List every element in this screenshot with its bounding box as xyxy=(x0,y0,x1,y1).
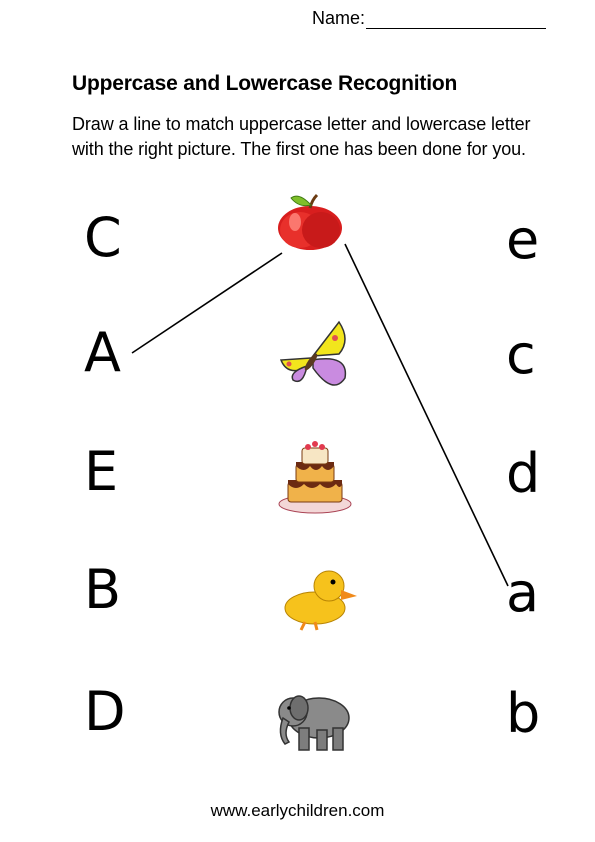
uppercase-letter-e[interactable]: E xyxy=(84,440,119,503)
lowercase-letter-e[interactable]: e xyxy=(506,208,540,271)
name-label: Name: xyxy=(312,8,366,28)
instruction-line: with the right picture. The first one has been done for you. xyxy=(72,139,526,159)
match-line-apple-to-a xyxy=(345,244,508,586)
match-line-a-to-apple xyxy=(132,253,282,353)
lowercase-letter-c[interactable]: c xyxy=(506,323,536,386)
uppercase-letter-b[interactable]: B xyxy=(84,558,122,621)
uppercase-letter-a[interactable]: A xyxy=(84,321,121,384)
lowercase-letter-b[interactable]: b xyxy=(506,682,541,745)
worksheet-title: Uppercase and Lowercase Recognition xyxy=(72,72,458,95)
website-footer: www.earlychildren.com xyxy=(210,801,385,820)
lowercase-letter-a[interactable]: a xyxy=(506,561,540,624)
uppercase-letter-c[interactable]: C xyxy=(84,206,122,269)
uppercase-letter-d[interactable]: D xyxy=(84,680,126,743)
lowercase-letter-d[interactable]: d xyxy=(506,442,541,505)
instruction-line: Draw a line to match uppercase letter and lowercase letter xyxy=(72,114,531,134)
